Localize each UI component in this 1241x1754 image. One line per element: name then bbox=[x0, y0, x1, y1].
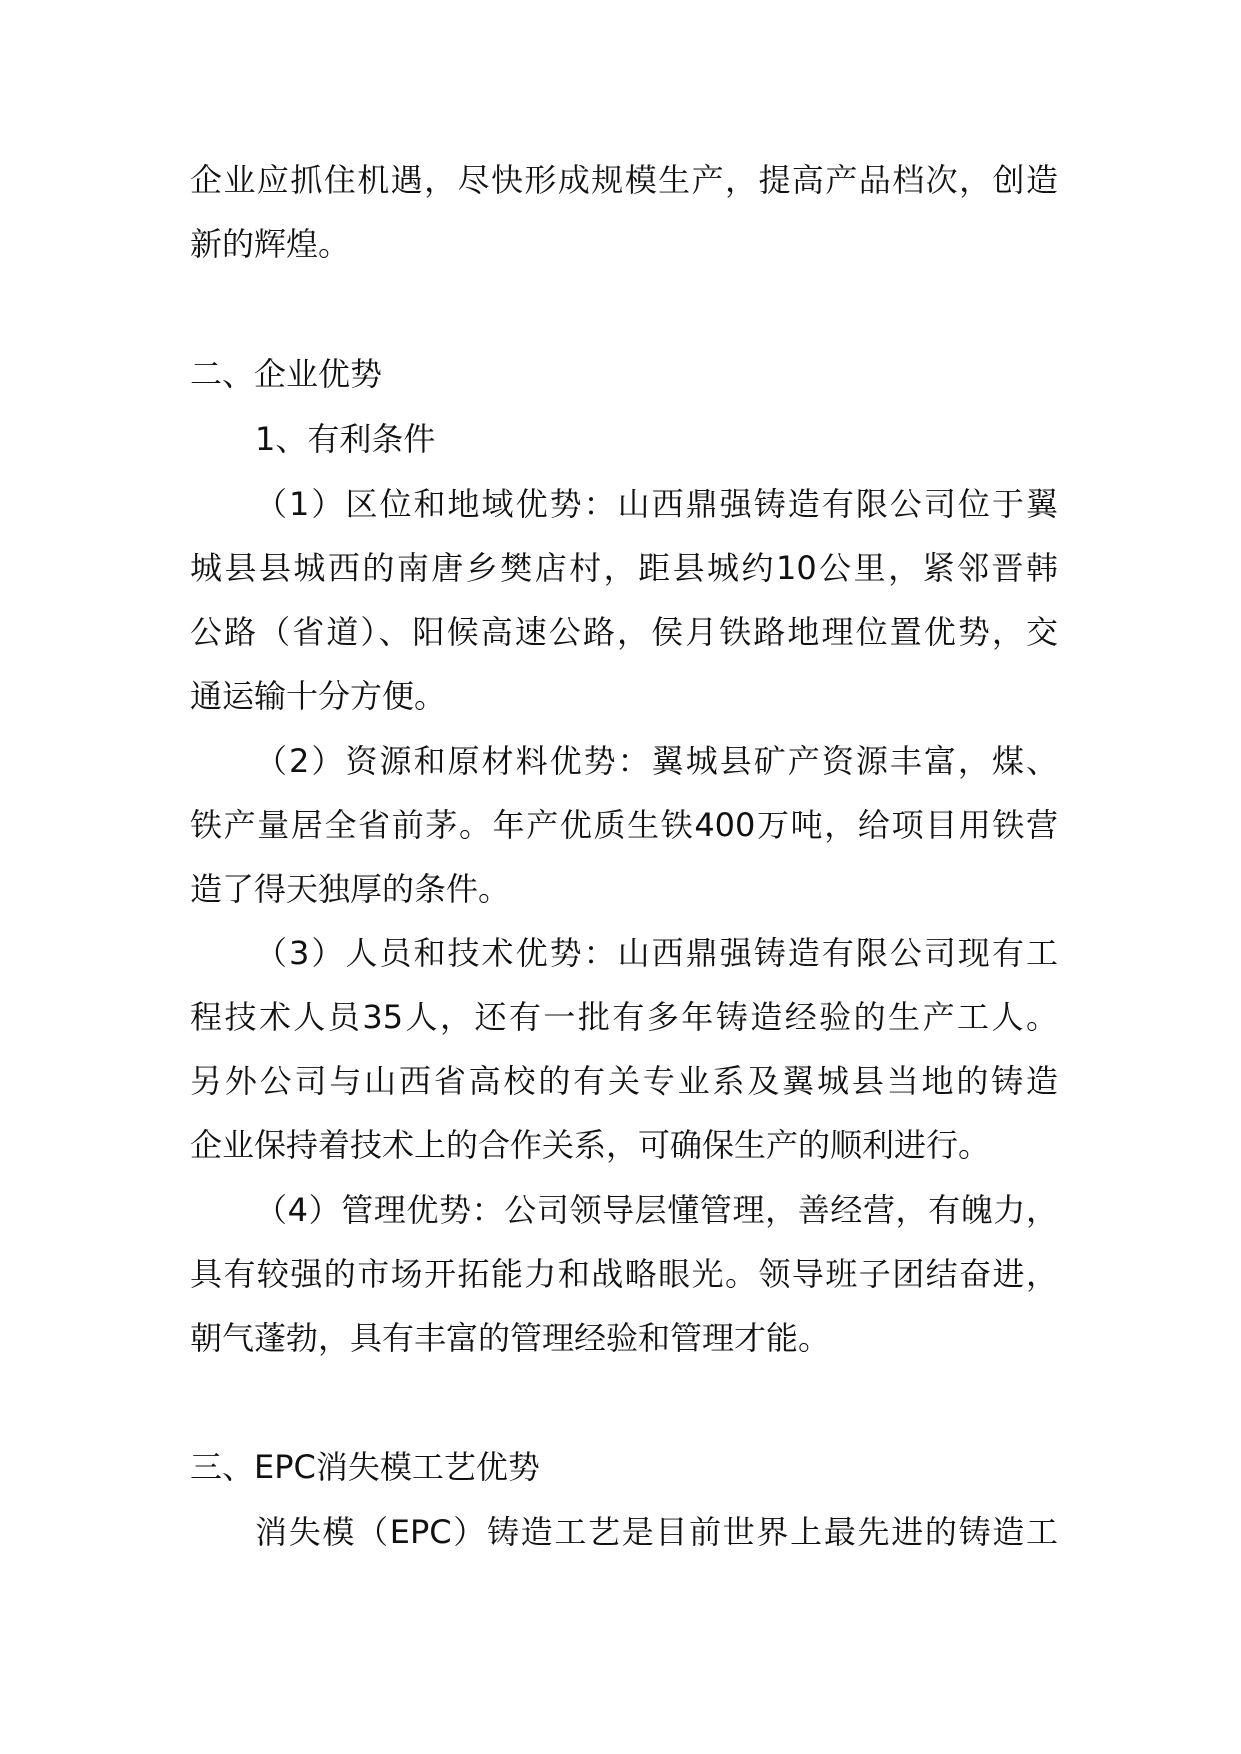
paragraph-line: 朝气蓬勃，具有丰富的管理经验和管理才能。 bbox=[190, 1319, 831, 1357]
paragraph-line: （4）管理优势：公司领导层懂管理，善经营，有魄力， bbox=[255, 1191, 1058, 1229]
paragraph-line: 通运输十分方便。 bbox=[190, 677, 447, 715]
paragraph-line: 造了得天独厚的条件。 bbox=[190, 870, 511, 908]
section-heading: 三、EPC消失模工艺优势 bbox=[190, 1448, 540, 1486]
paragraph-line: 企业应抓住机遇，尽快形成规模生产，提高产品档次，创造 bbox=[190, 161, 1058, 199]
paragraph-line: 新的辉煌。 bbox=[190, 225, 351, 263]
paragraph-line: 消失模（EPC）铸造工艺是目前世界上最先进的铸造工 bbox=[255, 1513, 1058, 1551]
paragraph-line: （1）区位和地域优势：山西鼎强铸造有限公司位于翼 bbox=[255, 485, 1058, 523]
paragraph-line: 具有较强的市场开拓能力和战略眼光。领导班子团结奋进， bbox=[190, 1255, 1058, 1293]
paragraph-line: （2）资源和原材料优势：翼城县矿产资源丰富，煤、 bbox=[255, 742, 1058, 780]
section-heading: 二、企业优势 bbox=[190, 355, 383, 393]
paragraph-line: 城县县城西的南唐乡樊店村，距县城约10公里，紧邻晋韩 bbox=[190, 549, 1058, 587]
paragraph-line: 铁产量居全省前茅。年产优质生铁400万吨，给项目用铁营 bbox=[190, 806, 1058, 844]
paragraph-line: （3）人员和技术优势：山西鼎强铸造有限公司现有工 bbox=[255, 934, 1058, 972]
paragraph-line: 公路（省道）、阳候高速公路，侯月铁路地理位置优势，交 bbox=[190, 613, 1058, 651]
paragraph-line: 另外公司与山西省高校的有关专业系及翼城县当地的铸造 bbox=[190, 1062, 1058, 1100]
paragraph-line: 程技术人员35人，还有一批有多年铸造经验的生产工人。 bbox=[190, 998, 1058, 1036]
paragraph-line: 企业保持着技术上的合作关系，可确保生产的顺利进行。 bbox=[190, 1126, 991, 1164]
subsection-heading: 1、有利条件 bbox=[255, 420, 436, 458]
